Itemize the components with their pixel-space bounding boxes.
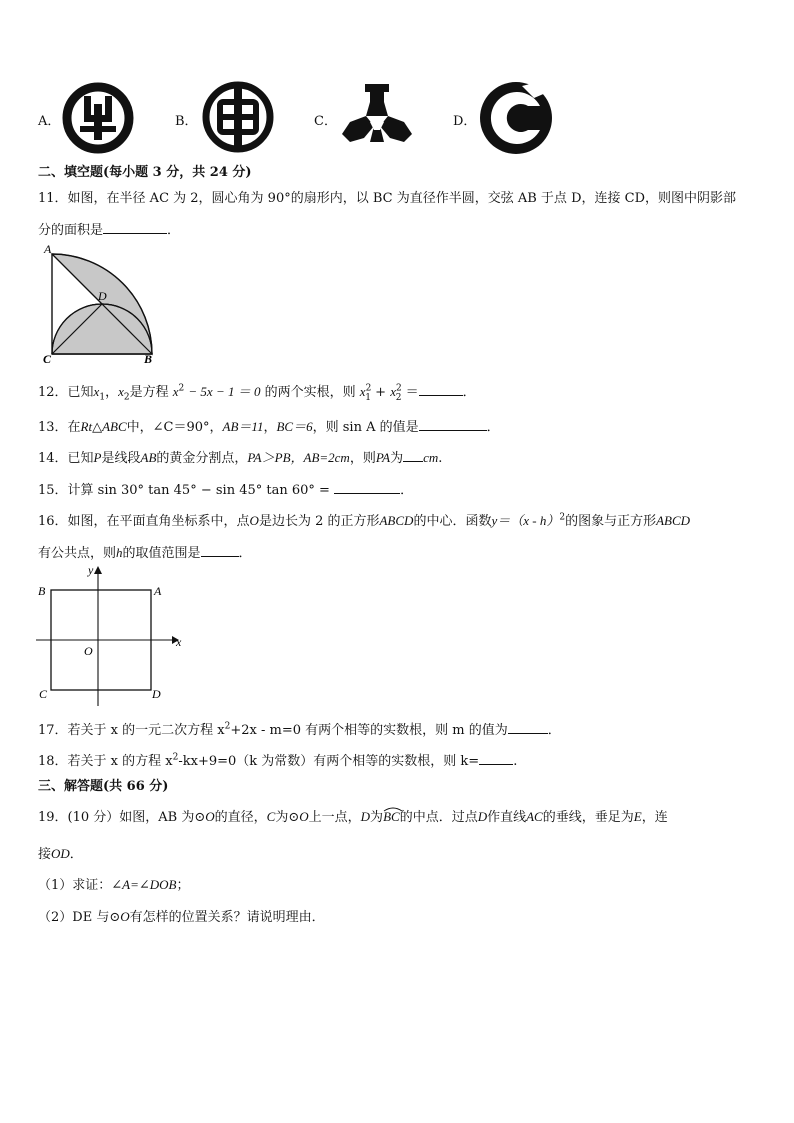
question-17-text-b: +2x - m=0 有两个相等的实数根，则 m 的值为 (230, 723, 508, 738)
q19-text-a: 19．(10 分）如图，AB 为⊙ (38, 810, 206, 825)
circle-o-2: O (299, 809, 309, 824)
question-19-line2 (38, 843, 83, 862)
question-11-line1: 11．如图，在半径 AC 为 2，圆心角为 90°的扇形内，以 BC 为直径作半圆，交弦 AB 于点 D，连接 CD，则图中阴影部 (38, 191, 736, 206)
question-17-square: 2 (224, 721, 231, 732)
equation-x: x (172, 384, 179, 399)
segment-ab: AB (140, 450, 157, 465)
sep: ， (263, 420, 277, 435)
question-15-suffix: ． (400, 483, 414, 498)
point-c: C (266, 809, 276, 824)
label-d: D (98, 289, 107, 303)
point-e: E (633, 809, 642, 824)
question-11-figure (38, 242, 158, 364)
question-16-text-b: 是边长为 2 的正方形 (258, 514, 380, 529)
sum-x1: x (359, 384, 366, 399)
question-11-text: 分的面积是 (38, 223, 104, 238)
label-a: A (154, 584, 162, 598)
question-16-text-c: 的中心．函数 (413, 514, 492, 529)
q19-part2-text: 有怎样的位置关系？请说明理由． (129, 910, 325, 925)
question-12-mid2: 的两个实根，则 (264, 385, 356, 400)
question-16-line2 (38, 542, 252, 561)
question-13-prefix: 13．在 (38, 420, 81, 435)
label-c: C (39, 687, 48, 701)
question-14-text2: 的黄金分割点， (156, 451, 248, 466)
q19-text-f: 的中点．过点 (399, 810, 478, 825)
ccb-style-logo-icon (478, 80, 554, 156)
segment-pa: PA (375, 450, 391, 465)
point-d: D (360, 809, 371, 824)
q19-text-i: ，连 (641, 810, 668, 825)
q19-text-k: ． (69, 847, 83, 862)
q19-text-d: 上一点， (308, 810, 361, 825)
var-x1: x (93, 384, 100, 399)
question-13-suffix: ． (486, 420, 500, 435)
equals: ＝ (405, 385, 419, 400)
construction-style-logo-icon (340, 82, 414, 150)
question-12-suffix: ． (462, 385, 476, 400)
question-12-mid: 是方程 (129, 385, 169, 400)
q19-text-e: 为 (370, 810, 384, 825)
comma: ， (105, 385, 119, 400)
plus: + (375, 385, 387, 400)
question-14-prefix: 14．已知 (38, 451, 94, 466)
q19-text-b: 的直径， (214, 810, 267, 825)
q19-part1-statement: ∠A=∠DOB (111, 877, 177, 892)
question-14-text1: 是线段 (101, 451, 141, 466)
question-17 (38, 719, 561, 738)
question-16-text-e: 有公共点，则 (38, 546, 117, 561)
answer-blank-15 (334, 481, 400, 494)
subscript-1: 1 (99, 392, 106, 403)
question-13 (38, 416, 500, 435)
triangle-name: Rt△ABC (80, 419, 127, 434)
var-x2: x (118, 384, 124, 399)
label-d: D (152, 687, 161, 701)
function-expression: y＝（x - h） (491, 513, 560, 528)
sum-x2-square: 2 (396, 383, 402, 394)
equation-rest: − 5x − 1 ＝ 0 (188, 384, 261, 399)
question-11-suffix: ． (167, 223, 181, 238)
question-18 (38, 750, 517, 769)
arc-bc-label: BC (383, 809, 400, 824)
icbc-style-logo-icon (62, 82, 134, 154)
answer-blank-12 (419, 383, 463, 396)
square-name-2: ABCD (656, 513, 691, 528)
question-16-suffix: ． (238, 546, 252, 561)
unit-cm: cm (423, 450, 439, 465)
question-15-text: 15．计算 sin 30° tan 45° − sin 45° tan 60° = (38, 483, 330, 498)
question-16-text-a: 16．如图，在平面直角坐标系中，点 (38, 514, 250, 529)
answer-blank-17 (508, 721, 548, 734)
question-18-suffix: . (513, 754, 518, 769)
question-16-figure (34, 562, 194, 708)
question-12 (38, 381, 476, 403)
ab-value: AB＝11 (222, 419, 264, 434)
question-16-text-f: 的取值范围是 (122, 546, 201, 561)
label-b: B (144, 352, 153, 364)
label-origin: O (84, 644, 93, 658)
arc-symbol-icon (383, 806, 403, 812)
label-x: x (176, 635, 182, 649)
q19-text-h: 的垂线，垂足为 (542, 810, 634, 825)
question-11-line2 (38, 219, 180, 238)
question-18-text-b: -kx+9=0（k 为常数）有两个相等的实数根，则 k= (178, 754, 480, 769)
section-title-solutions: 三、解答题(共 66 分) (38, 779, 169, 794)
answer-blank-18 (479, 752, 513, 765)
segment-od: OD (51, 846, 70, 861)
var-h: h (116, 545, 123, 560)
sum-x1-sub: 1 (365, 392, 372, 403)
point-p: P (93, 450, 102, 465)
bc-value: BC＝6 (276, 419, 313, 434)
sum-x1-square: 2 (365, 383, 372, 394)
option-c-label: C． (314, 114, 337, 129)
point-d-2: D (477, 809, 488, 824)
q19-text-g: 作直线 (487, 810, 527, 825)
circle-o: O (205, 809, 215, 824)
condition: PA＞PB，AB=2cm (247, 450, 350, 465)
question-17-text-a: 17．若关于 x 的一元二次方程 x (38, 723, 225, 738)
q19-part2-label: （2）DE 与⊙ (38, 910, 121, 925)
option-a-label: A． (38, 114, 61, 129)
point-o: O (249, 513, 259, 528)
question-14-suffix: . (438, 451, 443, 466)
question-13-text2: ，则 sin A 的值是 (312, 420, 419, 435)
question-19-line1 (38, 806, 668, 825)
equation-square: 2 (178, 383, 185, 394)
answer-blank-14 (403, 449, 423, 462)
arc-bc (383, 809, 400, 825)
function-square: 2 (559, 512, 566, 523)
label-a: A (44, 242, 52, 256)
question-14-text4: 为 (390, 451, 404, 466)
q19-text-c: 为⊙ (275, 810, 300, 825)
question-14-text3: ，则 (349, 451, 376, 466)
option-b-label: B． (175, 114, 198, 129)
q19-part1-suffix: ； (176, 878, 190, 893)
label-b: B (38, 584, 46, 598)
square-name: ABCD (379, 513, 414, 528)
answer-blank-16 (201, 544, 239, 557)
question-16-text-d: 的图象与正方形 (565, 514, 657, 529)
section-title-fill-in: 二、填空题(每小题 3 分，共 24 分) (38, 165, 252, 180)
q19-text-j: 接 (38, 847, 52, 862)
line-ac: AC (526, 809, 543, 824)
subscript-2: 2 (123, 392, 130, 403)
option-d-label: D． (453, 114, 477, 129)
question-17-suffix: ． (547, 723, 561, 738)
question-18-square: 2 (172, 752, 179, 763)
label-y: y (88, 563, 94, 577)
answer-blank-11 (103, 221, 167, 234)
answer-blank-13 (419, 418, 487, 431)
question-12-prefix: 12．已知 (38, 385, 94, 400)
question-19-part1 (38, 874, 190, 893)
question-19-part2 (38, 906, 325, 925)
q19-part2-circle: O (120, 909, 130, 924)
question-18-text-a: 18．若关于 x 的方程 x (38, 754, 173, 769)
label-c: C (43, 352, 52, 364)
bank-of-china-style-logo-icon (201, 80, 275, 154)
question-15 (38, 479, 413, 498)
sum-x2-sub: 2 (395, 392, 402, 403)
question-14 (38, 447, 442, 466)
q19-part1-label: （1）求证： (38, 878, 112, 893)
question-16-line1 (38, 510, 690, 529)
sum-x2: x (390, 384, 396, 399)
question-13-text1: 中，∠C＝90°， (126, 420, 223, 435)
